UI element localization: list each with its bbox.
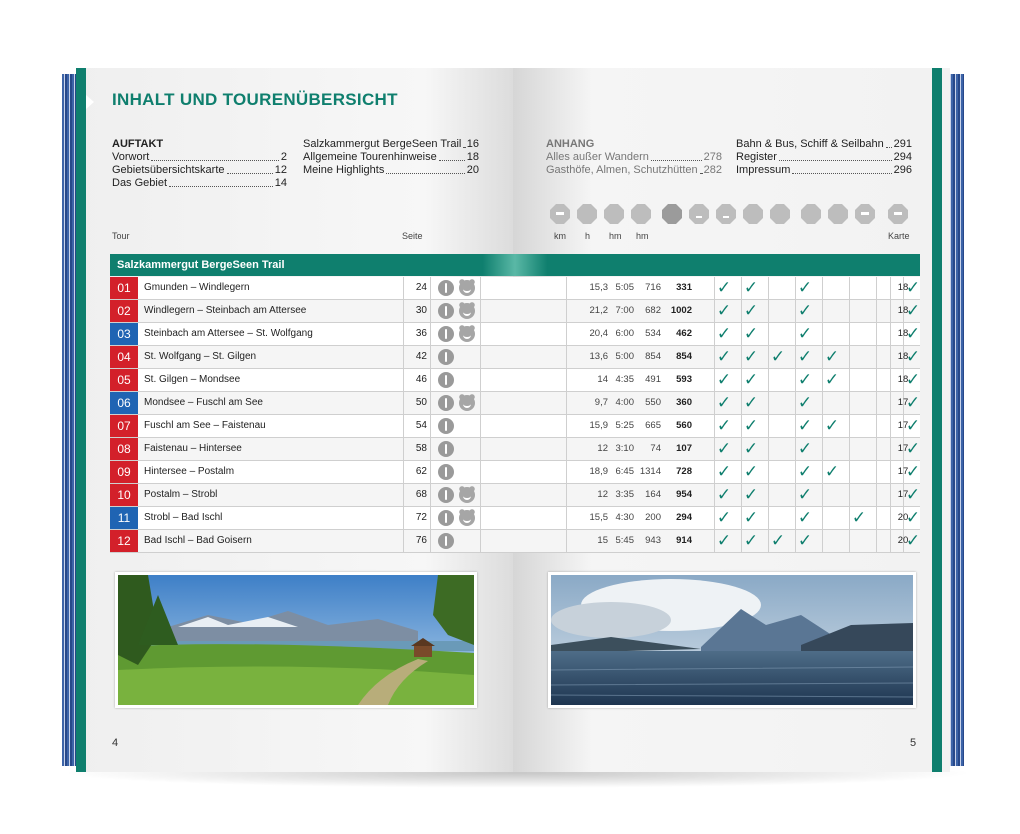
tour-descent: 854 xyxy=(676,351,692,362)
tour-name: Mondsee – Fuschl am See xyxy=(144,397,263,408)
tour-km: 13,6 xyxy=(589,351,608,362)
tour-row[interactable] xyxy=(110,346,920,369)
check-icon: ✓ xyxy=(905,485,921,505)
check-icon: ✓ xyxy=(797,416,813,436)
check-icon: ✓ xyxy=(905,301,921,321)
check-icon: ✓ xyxy=(743,324,759,344)
family-bear-icon xyxy=(459,510,475,526)
hiker-icon xyxy=(438,533,454,549)
check-icon: ✓ xyxy=(743,439,759,459)
tour-descent: 954 xyxy=(676,489,692,500)
col-seite: Seite xyxy=(402,231,423,241)
tour-number: 09 xyxy=(110,461,138,483)
signpost-icon xyxy=(662,204,682,224)
toc-services xyxy=(736,138,912,177)
hard-path-icon xyxy=(743,204,763,224)
tour-duration: 5:00 xyxy=(615,351,634,362)
check-icon: ✓ xyxy=(743,393,759,413)
hiker-icon xyxy=(438,418,454,434)
toc-entry[interactable]: Register 294 xyxy=(736,151,912,163)
check-icon: ✓ xyxy=(743,485,759,505)
tour-page: 30 xyxy=(415,305,427,316)
tour-page: 24 xyxy=(415,282,427,293)
check-icon: ✓ xyxy=(797,301,813,321)
hiker-icon xyxy=(438,464,454,480)
tour-number: 08 xyxy=(110,438,138,460)
tour-km: 18,9 xyxy=(589,466,608,477)
check-icon: ✓ xyxy=(716,301,732,321)
tour-map-page: 20 xyxy=(897,535,909,546)
check-icon: ✓ xyxy=(716,462,732,482)
tour-name: Gmunden – Windlegern xyxy=(144,282,250,293)
tour-map-page: 18 xyxy=(897,328,909,339)
tour-ascent: 550 xyxy=(645,397,661,408)
tour-map-page: 17 xyxy=(897,489,909,500)
tour-row[interactable] xyxy=(110,461,920,484)
tour-name: St. Gilgen – Mondsee xyxy=(144,374,241,385)
check-icon: ✓ xyxy=(743,416,759,436)
tour-descent: 1002 xyxy=(670,305,692,316)
toc-entry[interactable]: Gasthöfe, Almen, Schutzhütten 282 xyxy=(546,164,722,176)
tour-ascent: 665 xyxy=(645,420,661,431)
check-icon: ✓ xyxy=(797,393,813,413)
tour-number: 02 xyxy=(110,300,138,322)
family-bear-icon xyxy=(459,303,475,319)
page-number-right: 5 xyxy=(910,737,917,749)
check-icon: ✓ xyxy=(716,324,732,344)
tour-km: 15,5 xyxy=(589,512,608,523)
tour-descent: 560 xyxy=(676,420,692,431)
check-icon: ✓ xyxy=(905,278,921,298)
check-icon: ✓ xyxy=(797,439,813,459)
map-icon xyxy=(888,204,908,224)
check-icon: ✓ xyxy=(797,531,813,551)
tour-descent: 107 xyxy=(676,443,692,454)
tour-ascent: 943 xyxy=(645,535,661,546)
check-icon: ✓ xyxy=(797,508,813,528)
check-icon: ✓ xyxy=(716,508,732,528)
tour-descent: 914 xyxy=(676,535,692,546)
check-icon: ✓ xyxy=(716,439,732,459)
col-tour: Tour xyxy=(112,231,130,241)
col-karte: Karte xyxy=(888,231,910,241)
tour-descent: 728 xyxy=(676,466,692,477)
open-book xyxy=(62,68,964,772)
check-icon: ✓ xyxy=(716,347,732,367)
family-bear-icon xyxy=(459,487,475,503)
page-number-left: 4 xyxy=(112,737,119,749)
page-edges-left xyxy=(62,74,76,766)
tour-km: 21,2 xyxy=(589,305,608,316)
toc-heading: ANHANG xyxy=(546,138,595,150)
toc-entry[interactable]: Gebietsübersichtskarte 12 xyxy=(112,164,287,176)
tour-km: 15 xyxy=(597,535,608,546)
tour-page: 42 xyxy=(415,351,427,362)
check-icon: ✓ xyxy=(770,347,786,367)
tour-ascent: 1314 xyxy=(639,466,661,477)
toc-heading: AUFTAKT xyxy=(112,138,164,150)
check-icon: ✓ xyxy=(716,531,732,551)
hiker-icon xyxy=(438,372,454,388)
check-icon: ✓ xyxy=(905,508,921,528)
tour-number: 01 xyxy=(110,277,138,299)
tour-page: 46 xyxy=(415,374,427,385)
tour-duration: 5:25 xyxy=(615,420,634,431)
check-icon: ✓ xyxy=(716,393,732,413)
toc-auftakt xyxy=(112,138,287,190)
tour-name: Fuschl am See – Faistenau xyxy=(144,420,266,431)
tour-number: 11 xyxy=(110,507,138,529)
tour-name: Windlegern – Steinbach am Attersee xyxy=(144,305,307,316)
toc-entry[interactable]: Impressum 296 xyxy=(736,164,912,176)
tour-km: 15,9 xyxy=(589,420,608,431)
tour-number: 06 xyxy=(110,392,138,414)
tour-ascent: 491 xyxy=(645,374,661,385)
tour-page: 68 xyxy=(415,489,427,500)
tour-map-page: 17 xyxy=(897,420,909,431)
hut-icon xyxy=(770,204,790,224)
tour-map-page: 18 xyxy=(897,305,909,316)
tour-map-page: 18 xyxy=(897,374,909,385)
toc-anhang xyxy=(546,138,722,177)
hiker-icon xyxy=(438,441,454,457)
distance-icon xyxy=(550,204,570,224)
tour-page: 58 xyxy=(415,443,427,454)
check-icon: ✓ xyxy=(905,462,921,482)
check-icon: ✓ xyxy=(797,370,813,390)
check-icon: ✓ xyxy=(905,324,921,344)
tour-descent: 593 xyxy=(676,374,692,385)
tour-row[interactable] xyxy=(110,300,920,323)
tour-duration: 3:10 xyxy=(615,443,634,454)
parking-icon xyxy=(855,204,875,224)
toc-trail xyxy=(303,138,479,177)
tour-ascent: 164 xyxy=(645,489,661,500)
check-icon: ✓ xyxy=(905,439,921,459)
tour-name: Faistenau – Hintersee xyxy=(144,443,242,454)
hiker-icon xyxy=(438,326,454,342)
tour-ascent: 200 xyxy=(645,512,661,523)
hiker-icon xyxy=(438,349,454,365)
hiker-icon xyxy=(438,395,454,411)
tour-number: 03 xyxy=(110,323,138,345)
tour-name: Steinbach am Attersee – St. Wolfgang xyxy=(144,328,313,339)
tour-number: 12 xyxy=(110,530,138,552)
tour-page: 72 xyxy=(415,512,427,523)
tour-km: 20,4 xyxy=(589,328,608,339)
tour-number: 05 xyxy=(110,369,138,391)
tour-page: 76 xyxy=(415,535,427,546)
tour-table xyxy=(110,277,920,553)
check-icon: ✓ xyxy=(716,485,732,505)
family-bear-icon xyxy=(459,395,475,411)
tour-number: 07 xyxy=(110,415,138,437)
tour-row[interactable] xyxy=(110,530,920,553)
tour-duration: 6:45 xyxy=(615,466,634,477)
check-icon: ✓ xyxy=(797,324,813,344)
check-icon: ✓ xyxy=(743,531,759,551)
check-icon: ✓ xyxy=(905,347,921,367)
tour-km: 15,3 xyxy=(589,282,608,293)
check-icon: ✓ xyxy=(716,370,732,390)
tour-duration: 4:35 xyxy=(615,374,634,385)
check-icon: ✓ xyxy=(770,531,786,551)
hiker-icon xyxy=(438,510,454,526)
tour-duration: 7:00 xyxy=(615,305,634,316)
title-arrow-icon xyxy=(86,95,94,109)
tour-duration: 4:30 xyxy=(615,512,634,523)
check-icon: ✓ xyxy=(851,508,867,528)
tour-page: 62 xyxy=(415,466,427,477)
check-icon: ✓ xyxy=(743,301,759,321)
easy-path-icon xyxy=(689,204,709,224)
check-icon: ✓ xyxy=(905,370,921,390)
check-icon: ✓ xyxy=(743,462,759,482)
toc-entry[interactable]: Das Gebiet 14 xyxy=(112,177,287,189)
tour-row[interactable] xyxy=(110,415,920,438)
tour-ascent: 716 xyxy=(645,282,661,293)
tour-km: 9,7 xyxy=(594,397,608,408)
check-icon: ✓ xyxy=(797,278,813,298)
toc-entry[interactable]: Salzkammergut BergeSeen Trail 16 xyxy=(303,138,479,150)
col-h: h xyxy=(585,231,591,241)
family-bear-icon xyxy=(459,326,475,342)
tour-km: 14 xyxy=(597,374,608,385)
bus-icon xyxy=(828,204,848,224)
tour-descent: 294 xyxy=(676,512,692,523)
hiker-icon xyxy=(438,487,454,503)
hiker-icon xyxy=(438,303,454,319)
tour-map-page: 18 xyxy=(897,282,909,293)
tour-page: 50 xyxy=(415,397,427,408)
check-icon: ✓ xyxy=(905,416,921,436)
descent-icon xyxy=(631,204,651,224)
toc-entry[interactable]: Vorwort 2 xyxy=(112,151,287,163)
tour-number: 04 xyxy=(110,346,138,368)
ascent-icon xyxy=(604,204,624,224)
tour-map-page: 17 xyxy=(897,397,909,408)
check-icon: ✓ xyxy=(824,347,840,367)
check-icon: ✓ xyxy=(743,278,759,298)
toc-entry[interactable]: Meine Highlights 20 xyxy=(303,164,479,176)
check-icon: ✓ xyxy=(716,278,732,298)
right-green-bar xyxy=(932,68,942,772)
tour-map-page: 18 xyxy=(897,351,909,362)
col-hm-1: hm xyxy=(609,231,622,241)
check-icon: ✓ xyxy=(743,370,759,390)
duration-icon xyxy=(577,204,597,224)
tour-row[interactable] xyxy=(110,392,920,415)
tour-descent: 360 xyxy=(676,397,692,408)
tour-row[interactable] xyxy=(110,369,920,392)
check-icon: ✓ xyxy=(905,393,921,413)
tour-descent: 462 xyxy=(676,328,692,339)
tour-row[interactable] xyxy=(110,507,920,530)
tour-ascent: 74 xyxy=(650,443,661,454)
col-km: km xyxy=(554,231,566,241)
tour-map-page: 17 xyxy=(897,443,909,454)
tour-duration: 5:45 xyxy=(615,535,634,546)
check-icon: ✓ xyxy=(905,531,921,551)
check-icon: ✓ xyxy=(797,485,813,505)
page-edges-right xyxy=(950,74,964,766)
tour-km: 12 xyxy=(597,443,608,454)
tour-duration: 6:00 xyxy=(615,328,634,339)
left-green-bar xyxy=(76,68,86,772)
tour-name: Strobl – Bad Ischl xyxy=(144,512,223,523)
tour-name: Hintersee – Postalm xyxy=(144,466,235,477)
check-icon: ✓ xyxy=(743,347,759,367)
tour-page: 54 xyxy=(415,420,427,431)
tour-ascent: 534 xyxy=(645,328,661,339)
check-icon: ✓ xyxy=(824,416,840,436)
page-title: INHALT UND TOURENÜBERSICHT xyxy=(112,90,398,109)
tour-row[interactable] xyxy=(110,323,920,346)
toc-entry[interactable]: Allgemeine Tourenhinweise 18 xyxy=(303,151,479,163)
toc-entry[interactable]: Alles außer Wandern 278 xyxy=(546,151,722,163)
family-bear-icon xyxy=(459,280,475,296)
check-icon: ✓ xyxy=(824,370,840,390)
lift-icon xyxy=(801,204,821,224)
check-icon: ✓ xyxy=(716,416,732,436)
tour-duration: 4:00 xyxy=(615,397,634,408)
check-icon: ✓ xyxy=(797,462,813,482)
section-title: Salzkammergut BergeSeen Trail xyxy=(117,259,285,271)
tour-name: Bad Ischl – Bad Goisern xyxy=(144,535,252,546)
tour-km: 12 xyxy=(597,489,608,500)
tour-name: Postalm – Strobl xyxy=(144,489,218,500)
tour-number: 10 xyxy=(110,484,138,506)
tour-duration: 5:05 xyxy=(615,282,634,293)
tour-ascent: 682 xyxy=(645,305,661,316)
tour-ascent: 854 xyxy=(645,351,661,362)
check-icon: ✓ xyxy=(743,508,759,528)
tour-descent: 331 xyxy=(676,282,692,293)
tour-row[interactable] xyxy=(110,277,920,300)
tour-page: 36 xyxy=(415,328,427,339)
landscape-photo-lake xyxy=(548,572,916,708)
check-icon: ✓ xyxy=(824,462,840,482)
tour-name: St. Wolfgang – St. Gilgen xyxy=(144,351,257,362)
toc-entry[interactable]: Bahn & Bus, Schiff & Seilbahn 291 xyxy=(736,138,912,150)
tour-row[interactable] xyxy=(110,484,920,507)
hiker-icon xyxy=(438,280,454,296)
medium-path-icon xyxy=(716,204,736,224)
col-hm-2: hm xyxy=(636,231,649,241)
tour-map-page: 20 xyxy=(897,512,909,523)
tour-map-page: 17 xyxy=(897,466,909,477)
landscape-photo-meadow xyxy=(115,572,477,708)
check-icon: ✓ xyxy=(797,347,813,367)
tour-row[interactable] xyxy=(110,438,920,461)
tour-duration: 3:35 xyxy=(615,489,634,500)
